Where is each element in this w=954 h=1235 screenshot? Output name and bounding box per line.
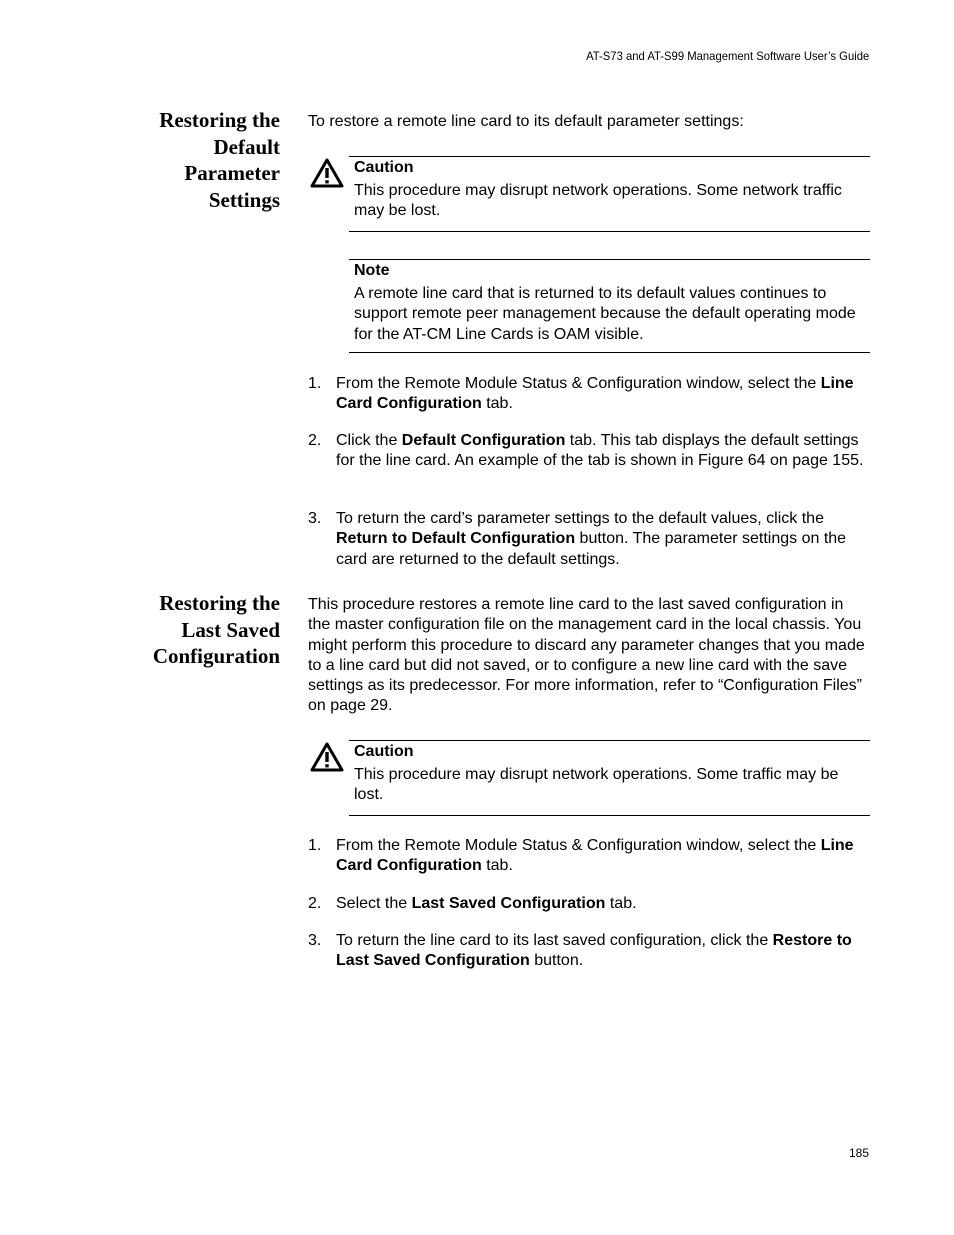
step-text: To return the line card to its last saved configuration, click the Restore to Last Saved Configuration button. [336, 932, 852, 970]
step-text: From the Remote Module Status & Configuration window, select the Line Card Configuration tab. [336, 375, 854, 413]
heading-line: Settings [208, 187, 280, 212]
section-heading-restoring-last-saved [120, 590, 280, 670]
note-body: A remote line card that is returned to its default values continues to support remote peer management because the default operating mode for the AT-CM Line Cards is OAM visible. [354, 285, 856, 343]
heading-line: Default [213, 134, 280, 159]
warning-triangle-icon [310, 742, 344, 772]
heading-line: Parameter [184, 161, 280, 185]
step-number: 3. [308, 932, 322, 949]
step-text: To return the card’s parameter settings to the default values, click the Return to Default Configuration button. The parameter settings on the card are returned to the default settings. [336, 510, 847, 568]
step-text: Select the Last Saved Configuration tab. [336, 895, 637, 912]
step-text: From the Remote Module Status & Configuration window, select the Line Card Configuration tab. [336, 837, 854, 875]
caution-body: This procedure may disrupt network operations. Some network traffic may be lost. [354, 182, 842, 220]
step-number: 1. [308, 837, 322, 854]
heading-line: Configuration [152, 644, 280, 668]
heading-line: Last Saved [181, 617, 280, 642]
section-heading-restoring-default [120, 107, 280, 213]
heading-line: Restoring the [159, 108, 280, 132]
caution-title: Caution [354, 743, 414, 760]
running-header: AT-S73 and AT-S99 Management Software User’s Guide [585, 49, 869, 63]
heading-line: Restoring the [159, 591, 280, 615]
step-number: 1. [308, 375, 322, 392]
page-number: 185 [848, 1146, 869, 1160]
caution-title: Caution [354, 159, 414, 176]
section1-intro: To restore a remote line card to its default parameter settings: [308, 113, 744, 130]
step-number: 3. [308, 510, 322, 527]
warning-triangle-icon [310, 158, 344, 188]
step-number: 2. [308, 432, 322, 449]
step-number: 2. [308, 895, 322, 912]
note-title: Note [354, 262, 390, 279]
section2-intro: This procedure restores a remote line card to the last saved configuration in the master configuration file on the management card in the local chassis. You might perform this procedure to discard any parameter changes that you made to a line card but did not saved, or to configure a new line card with the save settings as its predecessor. For more information, refer to “Configuration Files” on page 29. [308, 596, 865, 715]
caution-box [349, 156, 870, 232]
caution-box [349, 740, 870, 816]
caution-body: This procedure may disrupt network operations. Some traffic may be lost. [354, 766, 839, 804]
step-text: Click the Default Configuration tab. This tab displays the default settings for the line card. An example of the tab is shown in Figure 64 on page 155. [336, 432, 864, 470]
note-box [349, 259, 870, 353]
